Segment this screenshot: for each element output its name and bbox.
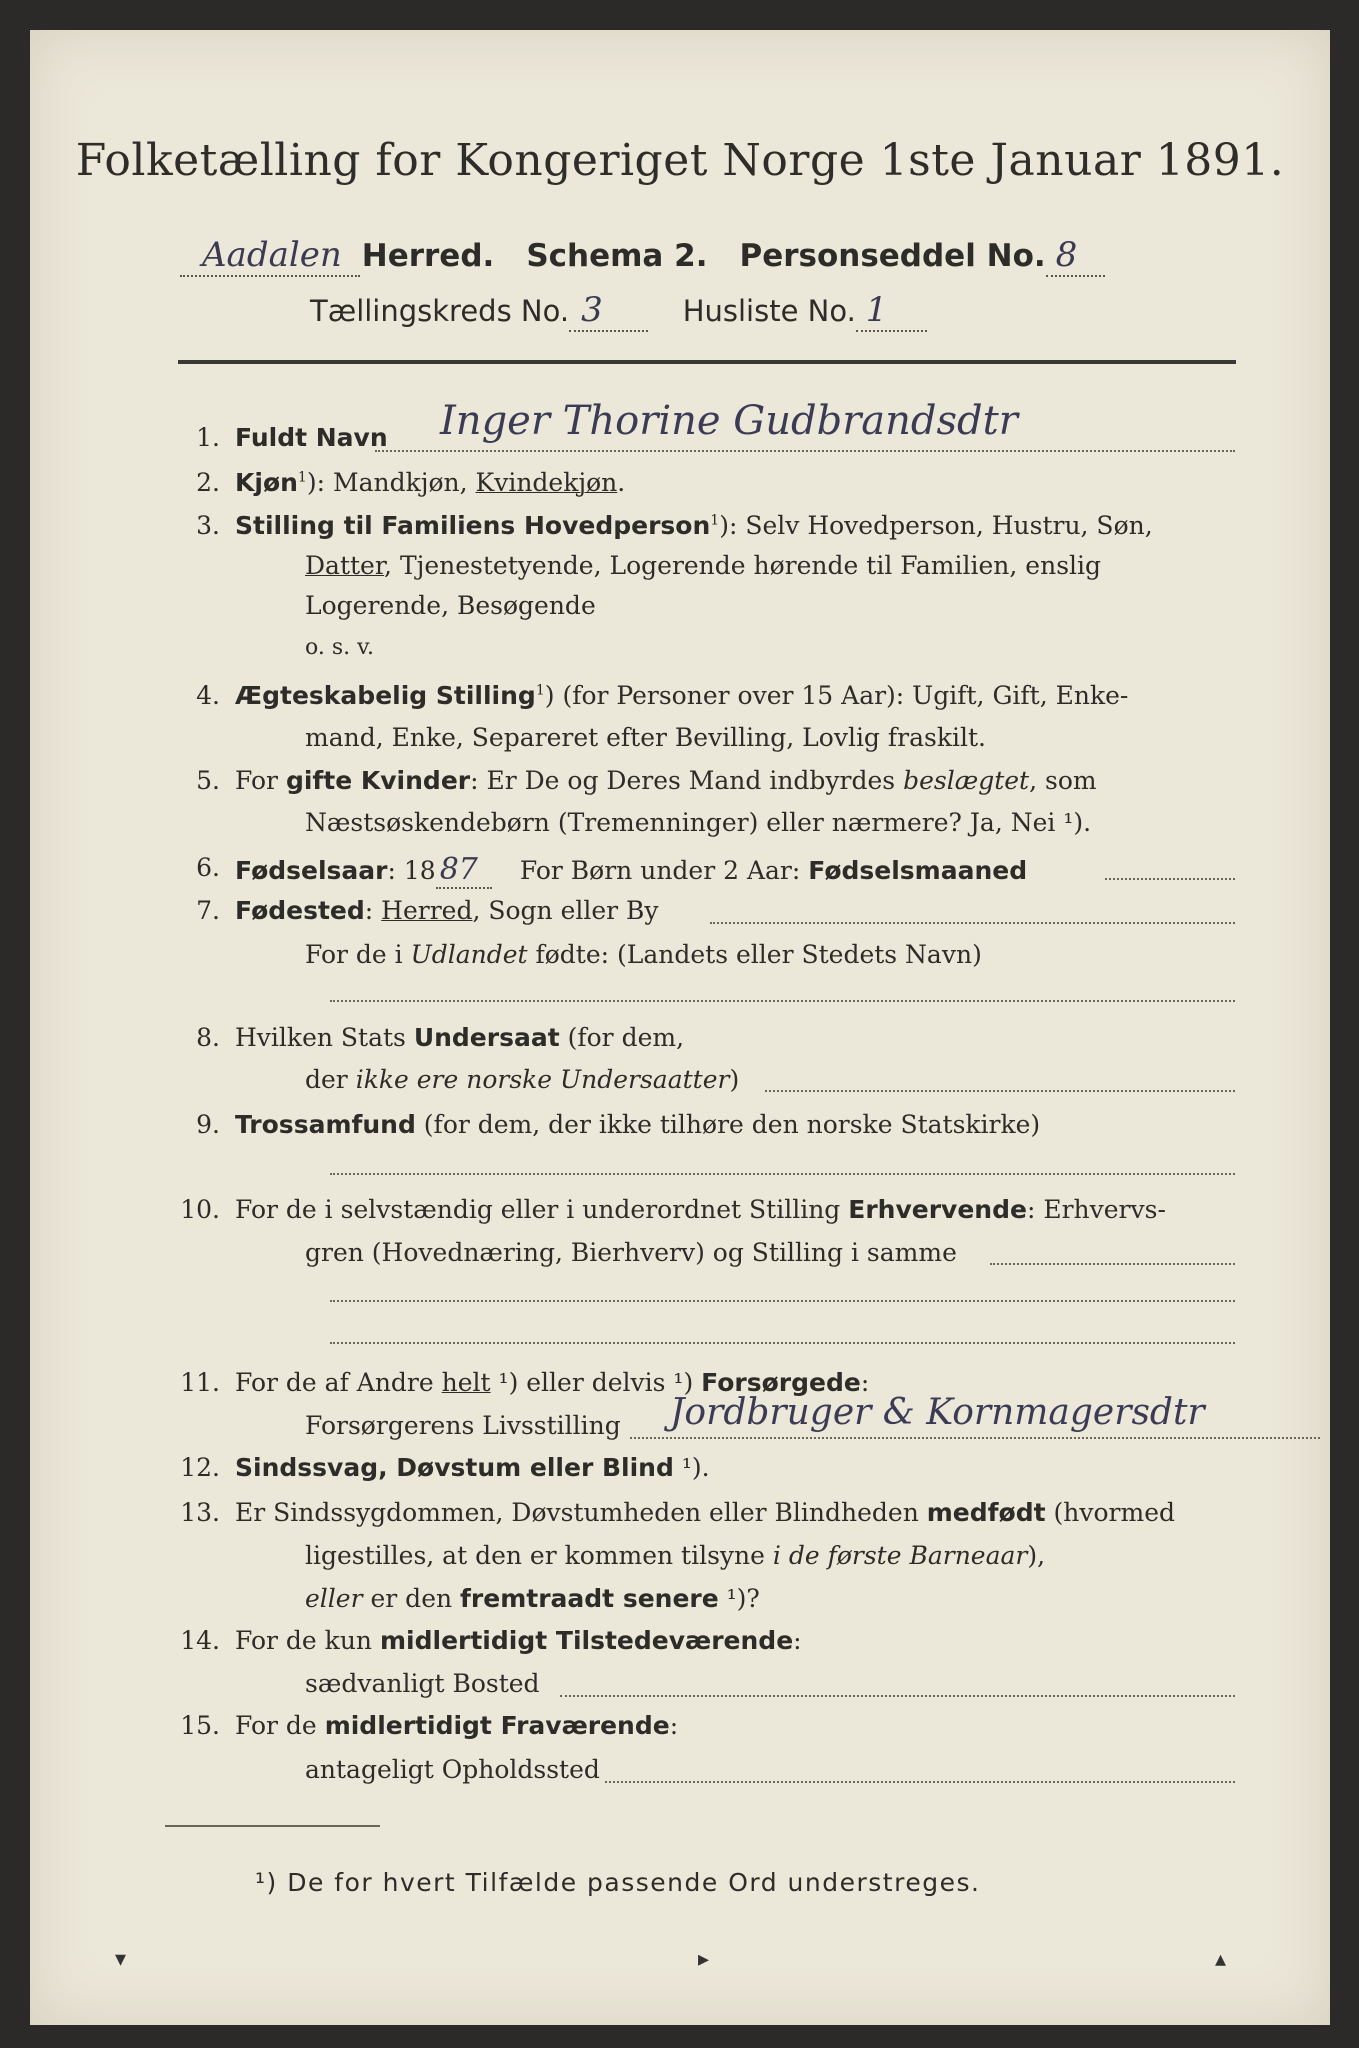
q11-answer-handwriting: Jordbruger & Kornmagersdtr	[670, 1392, 1205, 1433]
schema-label: Schema 2.	[526, 238, 708, 274]
q10-line2: gren (Hovednæring, Bierhverv) og Stilling i samme	[305, 1238, 957, 1267]
q14-end: :	[793, 1626, 802, 1655]
q13-line3-mid: er den	[362, 1584, 461, 1613]
q11-answer-line	[630, 1437, 1320, 1439]
q3-line3: Logerende, Besøgende	[305, 591, 596, 620]
q7-label: Fødested	[235, 896, 365, 925]
q4-label: Ægteskabelig Stilling	[235, 681, 536, 710]
q13-line3-italic: eller	[305, 1584, 363, 1613]
q13-line2-italic: i de første Barneaar	[772, 1541, 1028, 1570]
personseddel-handwriting: 8	[1046, 235, 1106, 277]
q6-text: : 18	[387, 856, 436, 885]
q14-answer-line	[560, 1695, 1235, 1697]
q5-number: 5.	[196, 766, 220, 795]
q11-number: 11.	[180, 1368, 220, 1397]
corner-mark-right-icon: ▴	[1215, 1947, 1227, 1972]
q13-line2-pre: ligestilles, at den er kommen tilsyne	[305, 1541, 773, 1570]
q13-line2-end: ),	[1027, 1541, 1046, 1570]
q11-mid: ¹) eller delvis ¹)	[490, 1368, 702, 1397]
q3-rest: ): Selv Hovedperson, Hustru, Søn,	[719, 511, 1153, 540]
q15-line2: antageligt Opholdssted	[305, 1755, 600, 1784]
q6-year-handwriting: 87	[436, 852, 492, 889]
q4-number: 4.	[196, 681, 220, 710]
q8-line2-end: )	[729, 1065, 740, 1094]
q10-number: 10.	[180, 1195, 220, 1224]
q12-number: 12.	[180, 1453, 220, 1482]
husliste-handwriting: 1	[856, 290, 928, 332]
q8-pre: Hvilken Stats	[235, 1023, 414, 1052]
q10-answer-line-2	[330, 1300, 1235, 1302]
q12-end: ¹).	[673, 1453, 710, 1482]
q10-answer-line-1	[990, 1263, 1235, 1265]
q9-number: 9.	[196, 1110, 220, 1139]
q5-end: , som	[1029, 766, 1097, 795]
q13-line3-bold: fremtraadt senere	[460, 1584, 719, 1613]
q3-line2: , Tjenestetyende, Logerende hørende til Familien, enslig	[384, 551, 1102, 580]
q7-foreign-line	[330, 1000, 1235, 1002]
q8-answer-line	[765, 1090, 1235, 1092]
q12-label: Sindssvag, Døvstum eller Blind	[235, 1453, 674, 1482]
kreds-label: Tællingskreds No.	[310, 294, 570, 328]
q9-rest: (for dem, der ikke tilhøre den norske Statskirke)	[415, 1110, 1041, 1139]
q7-answer-line	[710, 922, 1235, 924]
q9-answer-line	[330, 1173, 1235, 1175]
q6-number: 6.	[196, 853, 220, 882]
herred-label: Herred.	[361, 238, 495, 274]
q13-line3-end: ¹)?	[718, 1584, 760, 1613]
kreds-line	[310, 290, 927, 332]
q13-label: medfødt	[926, 1498, 1046, 1527]
q15-number: 15.	[180, 1711, 220, 1740]
census-form-sheet	[30, 30, 1330, 2025]
q3-number: 3.	[196, 511, 220, 540]
q2-number: 2.	[196, 468, 220, 497]
q1-number: 1.	[196, 423, 220, 452]
q9-label: Trossamfund	[235, 1110, 416, 1139]
q1-answer-handwriting: Inger Thorine Gudbrandsdtr	[440, 398, 1018, 444]
kreds-handwriting: 3	[569, 290, 648, 332]
q4-sup: 1	[535, 682, 545, 699]
q8-number: 8.	[196, 1023, 220, 1052]
q2-end: .	[617, 468, 626, 497]
footnote: ¹) De for hvert Tilfælde passende Ord understreges.	[255, 1868, 981, 1897]
q8-line2-pre: der	[305, 1065, 356, 1094]
q5-italic: beslægtet	[903, 766, 1030, 795]
q11-end: :	[860, 1368, 870, 1397]
q1-label: Fuldt Navn	[235, 423, 388, 452]
header-rule	[178, 360, 1236, 364]
q8-rest: (for dem,	[559, 1023, 685, 1052]
q7-line2: fødte: (Landets eller Stedets Navn)	[527, 940, 982, 969]
q6-mid: For Børn under 2 Aar:	[519, 856, 809, 885]
q11-pre: For de af Andre	[235, 1368, 442, 1397]
q11-label: Forsørgede	[701, 1368, 861, 1397]
q15-pre: For de	[235, 1711, 325, 1740]
q6-label: Fødselsaar	[235, 856, 388, 885]
q10-pre: For de i selvstændig eller i underordnet Stilling	[235, 1195, 849, 1224]
q11-option-helt: helt	[441, 1368, 491, 1397]
q2-sup: 1	[297, 469, 307, 486]
center-mark-icon: ▸	[698, 1947, 710, 1972]
q4-rest: ) (for Personer over 15 Aar): Ugift, Gift, Enke-	[544, 681, 1129, 710]
corner-mark-left-icon: ▾	[115, 1947, 127, 1972]
form-title: Folketælling for Kongeriget Norge 1ste Januar 1891.	[75, 135, 1285, 186]
q15-end: :	[669, 1711, 679, 1740]
q10-answer-line-3	[330, 1342, 1235, 1344]
q15-label: midlertidigt Fraværende	[324, 1711, 670, 1740]
q3-option-datter: Datter	[305, 551, 385, 580]
q14-pre: For de kun	[235, 1626, 380, 1655]
footnote-rule	[165, 1825, 380, 1827]
q6-month-line	[1105, 878, 1235, 880]
q7-line2-italic: Udlandet	[410, 940, 528, 969]
q14-line2: sædvanligt Bosted	[305, 1669, 540, 1698]
q15-answer-line	[605, 1781, 1235, 1783]
q5-rest: : Er De og Deres Mand indbyrdes	[470, 766, 904, 795]
q5-pre: For	[235, 766, 286, 795]
q10-rest: : Erhvervs-	[1026, 1195, 1166, 1224]
q2-text: ): Mandkjøn,	[306, 468, 476, 497]
q8-label: Undersaat	[413, 1023, 560, 1052]
q13-number: 13.	[180, 1498, 220, 1527]
q7-rest: , Sogn eller By	[472, 896, 659, 925]
q7-line2-pre: For de i	[305, 940, 411, 969]
q7-colon: :	[364, 896, 382, 925]
q3-sup: 1	[710, 512, 720, 529]
q8-line2-italic: ikke ere norske Undersaatter	[355, 1065, 730, 1094]
q4-line2: mand, Enke, Separeret efter Bevilling, Lovlig fraskilt.	[305, 723, 986, 752]
q3-label: Stilling til Familiens Hovedperson	[235, 511, 711, 540]
q2-option-kvindekjon: Kvindekjøn	[475, 468, 618, 497]
q1-answer-line	[375, 450, 1235, 452]
q7-number: 7.	[196, 896, 220, 925]
q13-pre: Er Sindssygdommen, Døvstumheden eller Blindheden	[235, 1498, 927, 1527]
q5-line2: Næstsøskendebørn (Tremenninger) eller nærmere? Ja, Nei ¹).	[305, 808, 1092, 837]
q13-rest: (hvormed	[1045, 1498, 1175, 1527]
q11-line2: Forsørgerens Livsstilling	[305, 1411, 621, 1440]
q3-line4: o. s. v.	[305, 635, 374, 660]
husliste-label: Husliste No.	[682, 294, 856, 328]
q14-number: 14.	[180, 1626, 220, 1655]
q7-option-herred: Herred	[381, 896, 473, 925]
q10-label: Erhvervende	[848, 1195, 1027, 1224]
q2-label: Kjøn	[235, 468, 298, 497]
herred-line	[180, 235, 1105, 277]
q5-label: gifte Kvinder	[285, 766, 471, 795]
personseddel-label: Personseddel No.	[739, 238, 1046, 274]
q14-label: midlertidigt Tilstedeværende	[379, 1626, 794, 1655]
q6-label2: Fødselsmaaned	[808, 856, 1028, 885]
herred-handwriting: Aadalen	[180, 235, 360, 277]
